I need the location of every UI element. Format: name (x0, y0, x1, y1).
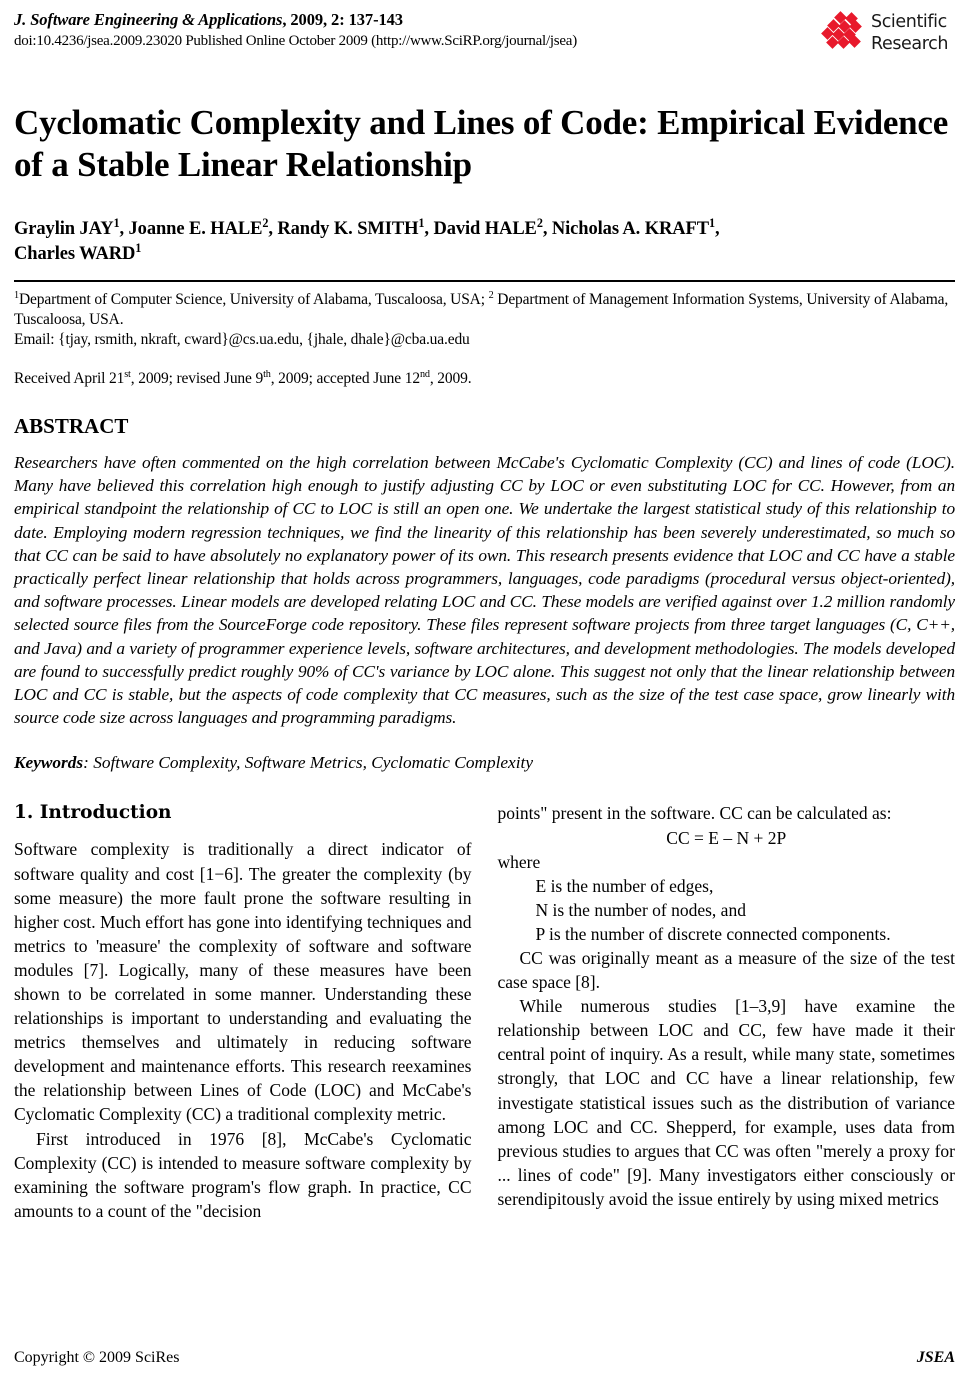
author-4-affil-marker: 2 (536, 215, 543, 230)
right-paragraph-1: points" present in the software. CC can be calculated as: (497, 803, 892, 824)
diamond-cluster-icon (823, 13, 869, 57)
author-4: , David HALE$^2$ (424, 215, 543, 239)
header-text-block (14, 10, 834, 51)
journal-abbreviation: JSEA (916, 1349, 955, 1366)
right-paragraph-2: CC was originally meant as a measure of the size of the test case space [8]. (497, 948, 955, 993)
journal-name: J. Software Engineering & Applications (14, 10, 283, 29)
publisher-logo (823, 11, 955, 61)
logo-line-research: Research (871, 34, 949, 54)
affiliation-block (14, 290, 955, 350)
header-divider-rule (14, 280, 955, 282)
author-3-affil-marker: 1 (418, 215, 425, 230)
author-5-affil-marker: 1 (708, 215, 715, 230)
where-label: where (497, 851, 541, 872)
logo-line-scientific: Scientific (871, 12, 947, 32)
author-list-comma: , (715, 219, 720, 239)
keywords-line (14, 751, 955, 774)
author-2-affil-marker: 2 (262, 215, 269, 230)
formula-variable-n: N is the number of nodes, and (535, 899, 746, 920)
keywords-value: Software Complexity, Software Metrics, Cyclomatic Complexity (93, 753, 533, 773)
right-column (498, 801, 956, 1223)
author-1-affil-marker: 1 (113, 215, 120, 230)
page-footer (14, 1349, 955, 1367)
author-5: , Nicholas A. KRAFT$^1$ (542, 215, 715, 239)
received-dates-line: Received April 21st, 2009; revised June 9th, 2009; accepted June 12nd, 2009. (14, 368, 472, 387)
keywords-separator: : (83, 753, 94, 773)
abstract-text: Researchers have often commented on the high correlation between McCabe's Cyclomatic Complexity (CC) and lines of code (LOC). Many have believed this correlation high enough to justify adjusting CC by LOC or even substituting LOC for CC. However, from an empirical standpoint the relationship of CC to LOC is still an open one. We undertake the largest statistical study of this relationship to date. Employing modern regression techniques, we find the linearity of this relationship has been severely underestimated, so much so that CC can be said to have absolutely no explanatory power of its own. This research presents evidence that LOC and CC have a stable practically perfect linear relationship that holds across programmers, languages, code paradigms (procedural versus object-oriented), and software processes. Linear models are developed relating LOC and CC. These models are verified against over 1.2 million randomly selected source files from the SourceForge code repository. These files represent software projects from three target languages (C, C++, and Java) and a variety of programmer experience levels, software architectures, and development methodologies. The models developed are found to successfully predict roughly 90% of CC's variance by LOC alone. This suggest not only that the linear relationship between LOC and CC is stable, but the aspects of code complexity that CC measures, such as the size of the test case space, grow linearly with source code size across languages and programming paradigms. (14, 453, 955, 728)
author-1: Graylin JAY$^1$ (14, 215, 120, 239)
email-line: Email: {tjay, rsmith, nkraft, cward}@cs.ua.edu, {jhale, dhale}@cba.ua.edu (14, 331, 470, 348)
cyclomatic-complexity-formula: CC = E – N + 2P (666, 827, 787, 848)
abstract-heading: ABSTRACT (14, 414, 129, 438)
ordinal-th: th (263, 368, 271, 380)
copyright-text: Copyright © 2009 SciRes (14, 1349, 180, 1366)
doi-line: doi:10.4236/jsea.2009.23020 Published Online October 2009 (http://www.SciRP.org/journal/jsea) (14, 33, 577, 49)
right-paragraph-3: While numerous studies [1–3,9] have examine the relationship between LOC and CC, few have made it their central point of inquiry. As a result, while many state, sometimes strongly, that LOC and CC have a linear relationship, few investigate statistical issues such as the distribution of variance among LOC and CC. Shepperd, for example, uses data from previous studies to argues that CC was often "merely a proxy for ... lines of code" [9]. Many investigators either consciously or serendipitously avoid the issue entirely by using mixed metrics (497, 996, 955, 1209)
section-heading-introduction: 1. Introduction (14, 802, 172, 824)
journal-volume-pages: , 2009, 2: 137-143 (282, 10, 403, 29)
logo-wordmark (871, 11, 948, 55)
journal-citation-line (14, 10, 834, 30)
left-column (14, 801, 472, 1223)
left-paragraph-2: First introduced in 1976 [8], McCabe's Cyclomatic Complexity (CC) is intended to measure software complexity by examining the software program's flow graph. In practice, CC amounts to a count of the "decision (14, 1128, 472, 1221)
author-3: , Randy K. SMITH$^1$ (268, 215, 425, 239)
page-title: Cyclomatic Complexity and Lines of Code: Empirical Evidence of a Stable Linear Relationship (14, 103, 949, 184)
formula-variable-list (498, 874, 956, 946)
affil-marker-1: 1 (14, 289, 19, 301)
author-list (14, 217, 955, 267)
ordinal-st: st (124, 368, 131, 380)
page-header (14, 10, 955, 62)
formula-variable-e: E is the number of edges, (535, 875, 714, 896)
formula-variable-p: P is the number of discrete connected components. (535, 923, 891, 944)
body-columns (14, 801, 955, 1223)
author-6-affil-marker: 1 (135, 240, 142, 255)
affil-marker-2: 2 (488, 289, 494, 301)
author-2: , Joanne E. HALE$^2$ (119, 215, 269, 239)
left-paragraph-1: Software complexity is traditionally a direct indicator of software quality and cost [1−6]. The greater the complexity (by some measure) the more fault prone the software resulting in higher cost. Much effort has gone into identifying techniques and metrics to 'measure' the complexity of software and software modules [7]. Logically, many of these measures have been shown to be correlated in some manner. Understanding these relationships is important to understanding and evaluating the metrics themselves and ultimately in reducing software development and maintenance efforts. This research reexamines the relationship between Lines of Code (LOC) and McCabe's Cyclomatic Complexity (CC) a traditional complexity metric. (14, 839, 472, 1125)
affiliation-line: $^1$Department of Computer Science, University of Alabama, Tuscaloosa, USA; $^2$ Department of Management Information Systems, University of Alabama, Tuscaloosa, USA. (14, 289, 949, 328)
author-6: Charles WARD$^1$ (14, 240, 142, 264)
keywords-label: Keywords (14, 753, 84, 773)
ordinal-nd: nd (419, 368, 430, 380)
